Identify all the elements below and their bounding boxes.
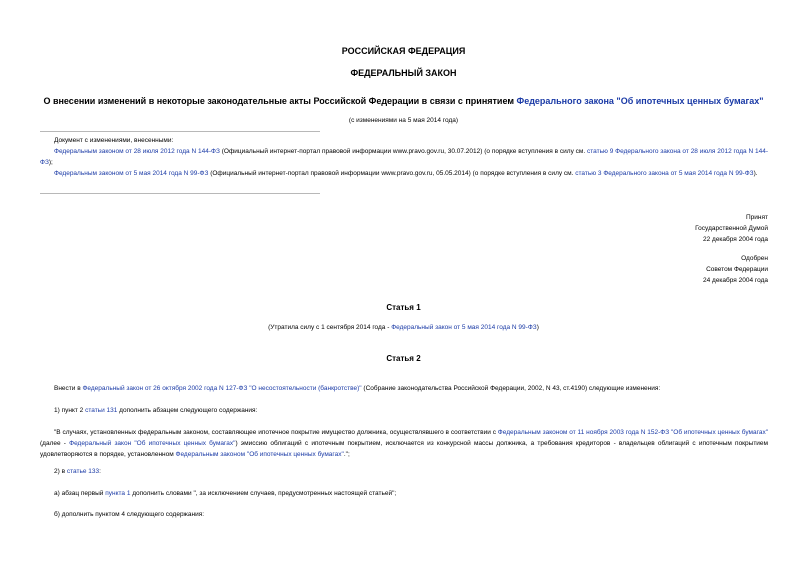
article-1-note — [0, 324, 807, 331]
item-text: 2) в — [54, 468, 67, 475]
article-131-link[interactable]: статьи 131 — [85, 407, 118, 414]
subitem-a-text — [40, 488, 768, 499]
note-text: (Утратила силу с 1 сентября 2014 года - — [268, 324, 392, 331]
bankruptcy-law-link[interactable]: Федеральный закон от 26 октября 2002 года N 127-ФЗ "О несостоятельности (банкротстве)" — [82, 385, 362, 392]
item-text: дополнить абзацем следующего содержания: — [117, 407, 258, 414]
note-end: ) — [536, 324, 539, 331]
intro-text: (Собрание законодательства Российской Федерации, 2002, N 43, ст.4190) следующие изменения: — [361, 385, 661, 392]
amendment-link[interactable]: Федеральным законом от 5 мая 2014 года N 99-ФЗ — [54, 170, 209, 177]
repeal-law-link[interactable]: Федеральный закон от 5 мая 2014 года N 99-ФЗ — [391, 324, 537, 331]
divider-top — [40, 131, 320, 132]
changes-intro: Документ с изменениями, внесенными: — [54, 137, 174, 144]
subitem-b — [40, 509, 768, 520]
quote-text: (далее - — [40, 440, 70, 447]
quote-end: ."; — [343, 451, 350, 458]
item-2 — [40, 466, 768, 477]
quoted-paragraph — [40, 427, 768, 460]
mortgage-law-link[interactable]: Федеральный закон "Об ипотечных ценных бумагах" — [69, 440, 236, 447]
title-text: О внесении изменений в некоторые законодательные акты Российской Федерации в связи с принятием — [43, 96, 517, 106]
quote-text: ) эмиссию облигаций с ипотечным покрытием, исключается из конкурсной массы должника, а требования кредиторов - владельцев облигаций с ипотечным покрытием удовлетворяются в порядке, установленном — [40, 440, 769, 458]
point-1-link[interactable]: пункта 1 — [105, 490, 131, 497]
change-text: (Официальный интернет-портал правовой информации www.pravo.gov.ru, 05.05.2014) (о порядке вступления в силу см. — [208, 170, 576, 177]
adoption-line: Принят — [745, 214, 768, 221]
subitem-a — [40, 488, 768, 499]
item-text: 1) пункт 2 — [54, 407, 86, 414]
changes-block — [40, 135, 768, 179]
article-2-intro — [40, 383, 768, 394]
adoption-block — [600, 212, 768, 245]
amendment-article-link[interactable]: статью 3 Федерального закона от 5 мая 2014 года N 99-ФЗ — [575, 170, 754, 177]
mortgage-law-link[interactable]: Федеральным законом от 11 ноября 2003 года N 152-ФЗ "Об ипотечных ценных бумагах" — [497, 429, 768, 436]
approval-line: 24 декабря 2004 года — [702, 277, 768, 284]
approval-block — [600, 253, 768, 286]
quote-text: "В случаях, установленных федеральным законом, составляющее ипотечное покрытие имущество должника, осуществлявшего в соответствии с — [54, 429, 498, 436]
change-item — [40, 146, 768, 168]
quoted-text — [40, 427, 768, 460]
article-1-heading: Статья 1 — [386, 303, 421, 312]
change-text: (Официальный интернет-портал правовой информации www.pravo.gov.ru, 30.07.2012) (о порядке вступления в силу см. — [219, 148, 588, 155]
intro-text: Внести в — [54, 385, 83, 392]
subitem-b-text: б) дополнить пунктом 4 следующего содержания: — [54, 511, 205, 518]
adoption-line: 22 декабря 2004 года — [702, 236, 768, 243]
divider-bottom — [40, 193, 320, 194]
mortgage-law-link[interactable]: Федеральным законом "Об ипотечных ценных бумагах" — [175, 451, 344, 458]
amendment-link[interactable]: Федеральным законом от 28 июля 2012 года N 144-ФЗ — [54, 148, 220, 155]
adoption-line: Государственной Думой — [695, 225, 768, 232]
doc-type-heading: ФЕДЕРАЛЬНЫЙ ЗАКОН — [350, 68, 457, 78]
document-title — [20, 96, 787, 106]
revision-note: (с изменениями на 5 мая 2014 года) — [348, 117, 459, 124]
item-text: дополнить словами ", за исключением случаев, предусмотренных настоящей статьей"; — [130, 490, 397, 497]
title-link[interactable]: Федерального закона "Об ипотечных ценных бумагах" — [516, 96, 764, 106]
article-133-link[interactable]: статье 133 — [66, 468, 100, 475]
item-text: а) абзац первый — [54, 490, 106, 497]
change-item — [40, 168, 768, 179]
approval-line: Советом Федерации — [706, 266, 768, 273]
country-heading: РОССИЙСКАЯ ФЕДЕРАЦИЯ — [341, 46, 466, 56]
article-2-body — [40, 383, 768, 394]
article-2-heading: Статья 2 — [386, 354, 421, 363]
item-2-text — [40, 466, 768, 477]
change-end: ); — [48, 159, 53, 166]
item-text: : — [99, 468, 101, 475]
amendment-article-link[interactable]: статью 9 Федерального закона от 28 июля 2012 года N 144-ФЗ — [40, 148, 769, 166]
item-1-text — [40, 405, 768, 416]
approval-line: Одобрен — [741, 255, 768, 262]
change-end: ). — [753, 170, 758, 177]
item-1 — [40, 405, 768, 416]
